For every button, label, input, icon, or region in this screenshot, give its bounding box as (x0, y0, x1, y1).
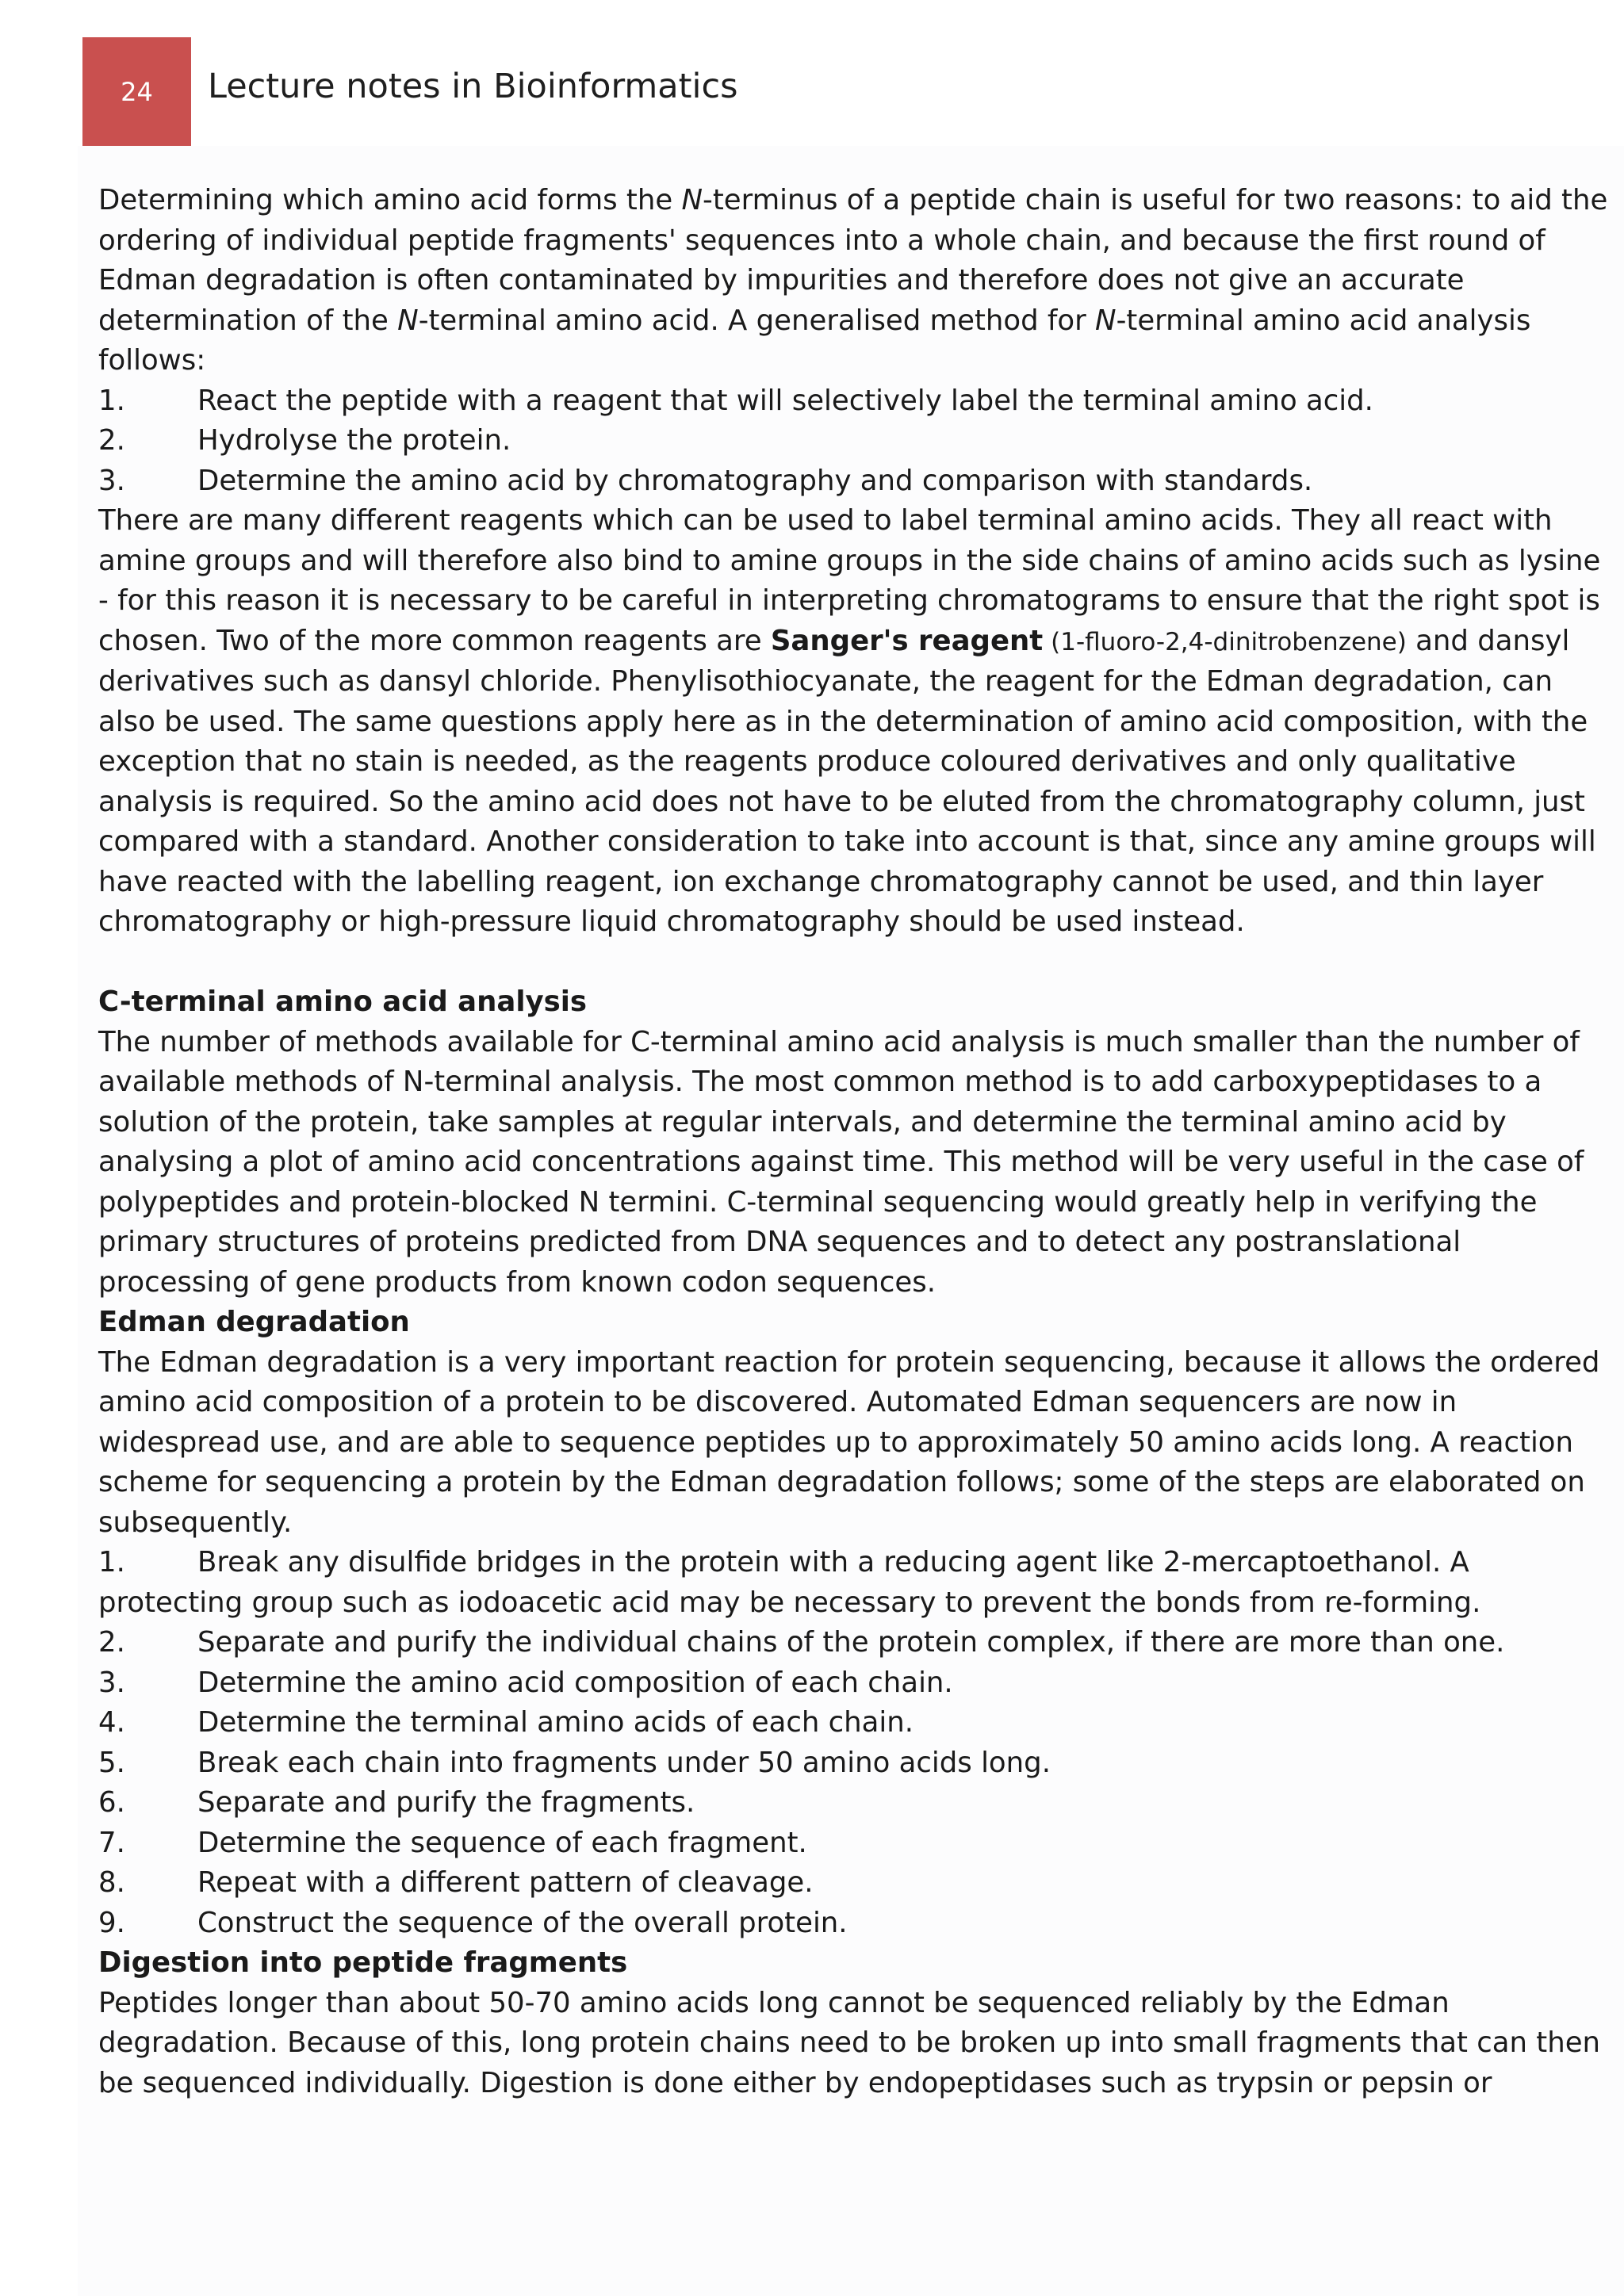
list-text: Determine the amino acid by chromatography and comparison with standards. (197, 464, 1313, 497)
c-terminal-paragraph: The number of methods available for C-terminal amino acid analysis is much smaller than the number of available methods of N-terminal analysis. The most common method is to add carboxypeptidases to a solution of the protein, take samples at regular intervals, and determine the terminal amino acid by analysing a plot of amino acid concentrations against time. This method will be very useful in the case of polypeptides and protein-blocked N termini. C-terminal sequencing would greatly help in verifying the primary structures of proteins predicted from DNA sequences and to detect any postranslational processing of gene products from known codon sequences. (98, 1025, 1584, 1299)
intro-paragraph: Determining which amino acid forms the N-terminus of a peptide chain is useful for two reasons: to aid the ordering of individual peptide fragments' sequences into a whole chain, and because the first round of Edman degradation is often contaminated by impurities and therefore does not give an accurate determination of the N-terminal amino acid. A generalised method for N-terminal amino acid analysis follows: (98, 184, 1608, 377)
list-item (98, 1623, 1609, 1663)
n-terminal-steps-list (98, 381, 1609, 502)
list-number: 9. (98, 1906, 125, 1939)
edman-heading: Edman degradation (98, 1306, 410, 1338)
list-number: 2. (98, 1626, 125, 1659)
list-text: Repeat with a different pattern of cleavage. (197, 1866, 814, 1899)
list-text: Construct the sequence of the overall protein. (197, 1906, 848, 1939)
digestion-heading: Digestion into peptide fragments (98, 1946, 628, 1979)
list-item (98, 1783, 1609, 1823)
list-text: Break each chain into fragments under 50 amino acids long. (197, 1746, 1051, 1779)
list-text: React the peptide with a reagent that will selectively label the terminal amino acid. (197, 384, 1373, 417)
list-text: Break any disulfide bridges in the protein with a reducing agent like 2-mercaptoethanol. A protecting group such as iodoacetic acid may be necessary to prevent the bonds from re-forming. (98, 1546, 1481, 1619)
digestion-paragraph: Peptides longer than about 50-70 amino acids long cannot be sequenced reliably by the Edman degradation. Because of this, long protein chains need to be broken up into small fragments that can then be sequenced individually. Digestion is done either by endopeptidases such as trypsin or pepsin or (98, 1986, 1601, 2099)
list-number: 1. (98, 384, 125, 417)
list-item (98, 1703, 1609, 1743)
list-item (98, 1743, 1609, 1784)
page-content (98, 181, 1609, 2103)
list-text: Hydrolyse the protein. (197, 424, 511, 457)
c-terminal-heading: C-terminal amino acid analysis (98, 985, 588, 1018)
list-number: 8. (98, 1866, 125, 1899)
page-number-badge (82, 37, 191, 146)
list-text: Separate and purify the fragments. (197, 1786, 695, 1819)
list-item (98, 1904, 1609, 1944)
list-number: 2. (98, 424, 125, 457)
list-item (98, 421, 1609, 461)
running-header-title: Lecture notes in Bioinformatics (208, 67, 738, 106)
list-number: 3. (98, 464, 125, 497)
list-text: Separate and purify the individual chains of the protein complex, if there are more than one. (197, 1626, 1505, 1659)
list-number: 6. (98, 1786, 125, 1819)
list-item (98, 1863, 1609, 1904)
edman-paragraph: The Edman degradation is a very important reaction for protein sequencing, because it allows the ordered amino acid composition of a protein to be discovered. Automated Edman sequencers are now in widespread use, and are able to sequence peptides up to approximately 50 amino acids long. A reaction scheme for sequencing a protein by the Edman degradation follows; some of the steps are elaborated on subsequently. (98, 1345, 1600, 1539)
list-number: 1. (98, 1546, 125, 1578)
list-item (98, 1543, 1609, 1623)
list-text: Determine the sequence of each fragment. (197, 1826, 807, 1859)
list-number: 3. (98, 1666, 125, 1699)
list-item (98, 381, 1609, 422)
list-text: Determine the terminal amino acids of each chain. (197, 1706, 914, 1739)
list-item (98, 1663, 1609, 1704)
list-text: Determine the amino acid composition of each chain. (197, 1666, 953, 1699)
page-number: 24 (121, 76, 153, 107)
list-item (98, 461, 1609, 502)
edman-steps-list (98, 1543, 1609, 1943)
list-number: 4. (98, 1706, 125, 1739)
list-number: 7. (98, 1826, 125, 1859)
list-number: 5. (98, 1746, 125, 1779)
list-item (98, 1823, 1609, 1864)
reagents-paragraph: There are many different reagents which can be used to label terminal amino acids. They all react with amine groups and will therefore also bind to amine groups in the side chains of amino acids such as lysine - for this reason it is necessary to be careful in interpreting chromatograms to ensure that the right spot is chosen. Two of the more common reagents are Sanger's reagent (1-fluoro-2,4-dinitrobenzene) and dansyl derivatives such as dansyl chloride. Phenylisothiocyanate, the reagent for the Edman degradation, can also be used. The same questions apply here as in the determination of amino acid composition, with the exception that no stain is needed, as the reagents produce coloured derivatives and only qualitative analysis is required. So the amino acid does not have to be eluted from the chromatography column, just compared with a standard. Another consideration to take into account is that, since any amine groups will have reacted with the labelling reagent, ion exchange chromatography cannot be used, and thin layer chromatography or high-pressure liquid chromatography should be used instead. (98, 504, 1601, 938)
